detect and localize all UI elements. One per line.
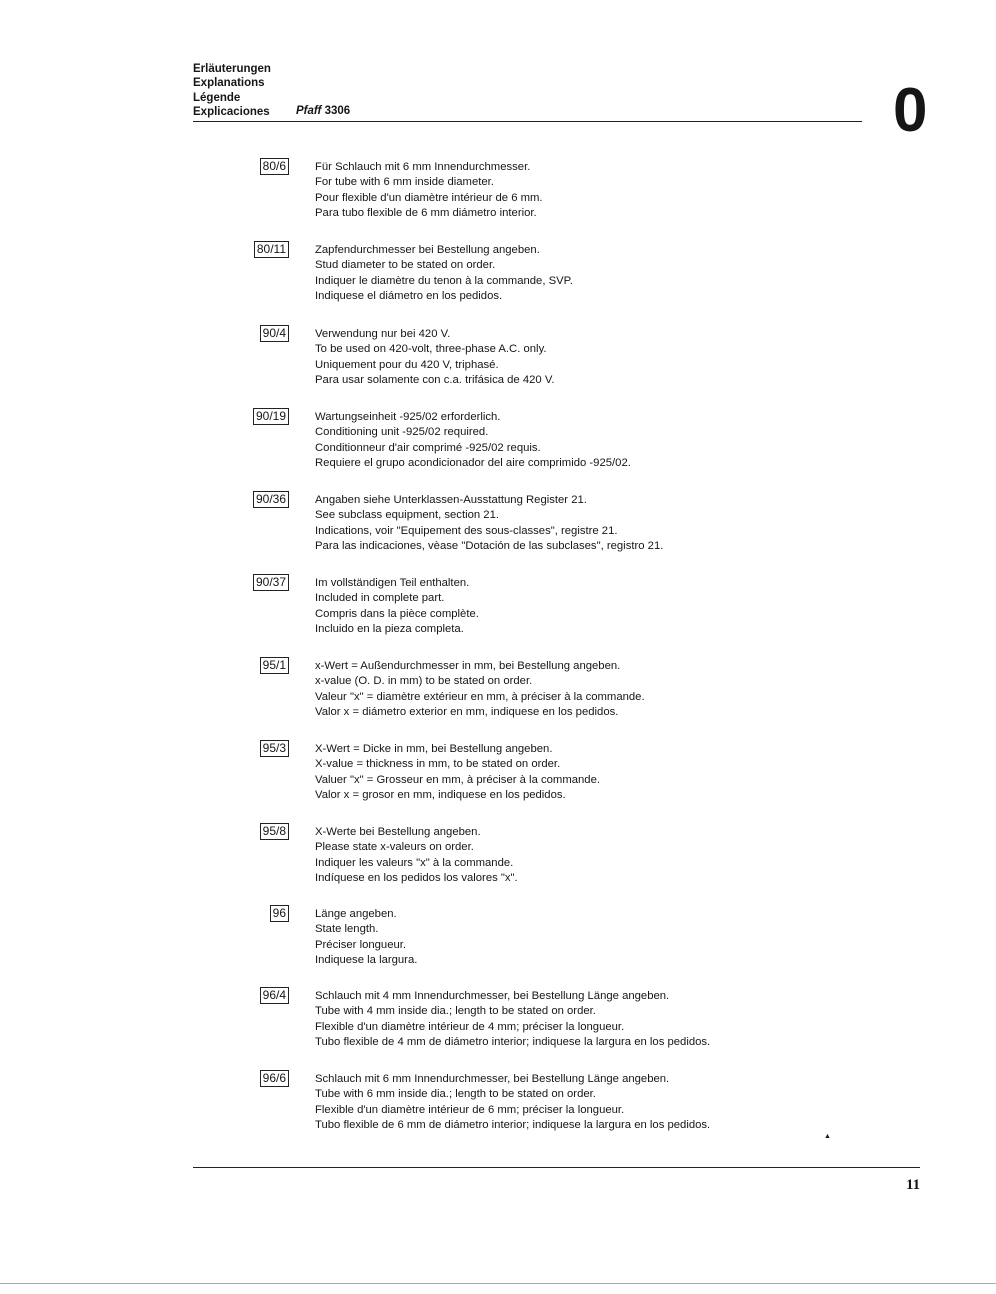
entry-code: 95/3 xyxy=(260,740,289,757)
entry-line-fr: Uniquement pour du 420 V, triphasé. xyxy=(315,358,499,371)
entry-text xyxy=(315,989,710,1051)
entry-line-fr: Préciser longueur. xyxy=(315,938,407,951)
entry-line-es: Tubo flexible de 6 mm de diámetro interior; indiquese la largura en los pedidos. xyxy=(315,1119,711,1132)
entry-text xyxy=(315,1072,710,1134)
entry-text xyxy=(315,160,543,222)
entry-line-en: Please state x-valeurs on order. xyxy=(315,841,474,854)
entry-line-en: Tube with 6 mm inside dia.; length to be stated on order. xyxy=(315,1088,596,1101)
entry-code: 96 xyxy=(270,905,289,922)
model-prefix: Pfaff xyxy=(296,105,322,117)
entry-line-en: Included in complete part. xyxy=(315,592,445,605)
entry-line-en: For tube with 6 mm inside diameter. xyxy=(315,176,494,189)
entry-line-en: Conditioning unit -925/02 required. xyxy=(315,426,489,439)
entry-code: 95/8 xyxy=(260,823,289,840)
entry-line-es: Incluido en la pieza completa. xyxy=(315,623,464,636)
entry-line-de: x-Wert = Außendurchmesser in mm, bei Bestellung angeben. xyxy=(315,660,621,672)
entry-code: 96/4 xyxy=(260,987,289,1004)
entry-text xyxy=(315,493,663,555)
entry-line-en: Tube with 4 mm inside dia.; length to be stated on order. xyxy=(315,1005,596,1018)
entry-line-de: Für Schlauch mit 6 mm Innendurchmesser. xyxy=(315,161,531,173)
model-name xyxy=(296,104,350,118)
entry-code: 96/6 xyxy=(260,1070,289,1087)
entry-code: 90/19 xyxy=(253,408,289,425)
header-title-es: Explicaciones xyxy=(193,105,270,118)
entry-line-de: X-Werte bei Bestellung angeben. xyxy=(315,826,481,838)
entry-line-de: Zapfendurchmesser bei Bestellung angeben. xyxy=(315,244,540,256)
entry-line-en: To be used on 420-volt, three-phase A.C. only. xyxy=(315,343,547,356)
entry-line-en: State length. xyxy=(315,923,379,936)
entry-text xyxy=(315,825,518,887)
entry-line-de: Wartungseinheit -925/02 erforderlich. xyxy=(315,411,501,423)
entry-line-fr: Valuer "x" = Grosseur en mm, à préciser à la commande. xyxy=(315,773,601,786)
header-title-de: Erläuterungen xyxy=(193,63,271,75)
header-title-en: Explanations xyxy=(193,77,265,90)
entry-line-es: Para usar solamente con c.a. trifásica de 420 V. xyxy=(315,374,555,387)
entry-text xyxy=(315,243,573,305)
entry-line-fr: Conditionneur d'air comprimé -925/02 requis. xyxy=(315,441,541,454)
entry-line-es: Para las indicaciones, vèase "Dotación de las subclases", registro 21. xyxy=(315,540,664,553)
entry-line-de: Verwendung nur bei 420 V. xyxy=(315,328,451,340)
entry-line-de: Länge angeben. xyxy=(315,908,397,920)
section-letter: 0 xyxy=(893,76,928,145)
entry-text xyxy=(315,742,600,804)
entry-line-fr: Flexible d'un diamètre intérieur de 4 mm; préciser la longueur. xyxy=(315,1020,625,1033)
entry-line-fr: Indiquer les valeurs "x" à la commande. xyxy=(315,856,514,869)
entry-code: 80/11 xyxy=(254,241,289,258)
entry-code: 95/1 xyxy=(260,657,289,674)
entry-line-es: Requiere el grupo acondicionador del aire comprimido -925/02. xyxy=(315,457,631,470)
entry-line-de: X-Wert = Dicke in mm, bei Bestellung angeben. xyxy=(315,743,553,755)
header-title-fr: Légende xyxy=(193,91,241,104)
header-rule xyxy=(193,121,862,122)
entry-text xyxy=(315,576,479,638)
entry-code: 80/6 xyxy=(260,158,289,175)
entry-line-es: Valor x = grosor en mm, indiquese en los pedidos. xyxy=(315,789,566,802)
entry-line-es: Valor x = diámetro exterior en mm, indiquese en los pedidos. xyxy=(315,706,619,719)
entry-line-es: Para tubo flexible de 6 mm diámetro interior. xyxy=(315,207,537,220)
entry-line-es: Tubo flexible de 4 mm de diámetro interior; indiquese la largura en los pedidos. xyxy=(315,1036,711,1049)
entry-text xyxy=(315,327,554,389)
scan-edge-line xyxy=(0,1283,996,1284)
entry-line-fr: Flexible d'un diamètre intérieur de 6 mm; préciser la longueur. xyxy=(315,1103,625,1116)
page-number: 11 xyxy=(906,1177,921,1193)
entry-line-de: Im vollständigen Teil enthalten. xyxy=(315,577,470,589)
entry-line-en: Stud diameter to be stated on order. xyxy=(315,259,496,272)
entry-line-fr: Valeur "x" = diamètre extérieur en mm, à préciser à la commande. xyxy=(315,690,645,703)
entry-line-es: Indiquese el diámetro en los pedidos. xyxy=(315,290,503,303)
entry-line-en: See subclass equipment, section 21. xyxy=(315,509,499,522)
entry-line-de: Schlauch mit 4 mm Innendurchmesser, bei Bestellung Länge angeben. xyxy=(315,990,670,1002)
entry-text xyxy=(315,410,631,472)
entry-code: 90/36 xyxy=(253,491,289,508)
page-header xyxy=(193,62,351,119)
entry-line-en: x-value (O. D. in mm) to be stated on order. xyxy=(315,675,533,688)
entry-code: 90/4 xyxy=(260,325,289,342)
entry-line-fr: Indiquer le diamètre du tenon à la commande, SVP. xyxy=(315,274,573,287)
entry-line-en: X-value = thickness in mm, to be stated on order. xyxy=(315,758,561,771)
entry-code: 90/37 xyxy=(253,574,289,591)
entry-line-es: Indíquese en los pedidos los valores "x". xyxy=(315,872,518,885)
footer-rule xyxy=(193,1167,920,1168)
continuation-mark-icon: ▲ xyxy=(824,1133,831,1140)
entry-text xyxy=(315,907,417,969)
model-number: 3306 xyxy=(324,105,351,117)
entry-line-de: Angaben siehe Unterklassen-Ausstattung Register 21. xyxy=(315,494,587,506)
entry-line-fr: Pour flexible d'un diamètre intérieur de 6 mm. xyxy=(315,191,543,204)
entry-line-de: Schlauch mit 6 mm Innendurchmesser, bei Bestellung Länge angeben. xyxy=(315,1073,670,1085)
entry-text xyxy=(315,659,645,721)
entry-line-fr: Indications, voir "Equipement des sous-classes", registre 21. xyxy=(315,524,618,537)
entry-line-es: Indiquese la largura. xyxy=(315,954,418,967)
entry-line-fr: Compris dans la pièce complète. xyxy=(315,607,479,620)
